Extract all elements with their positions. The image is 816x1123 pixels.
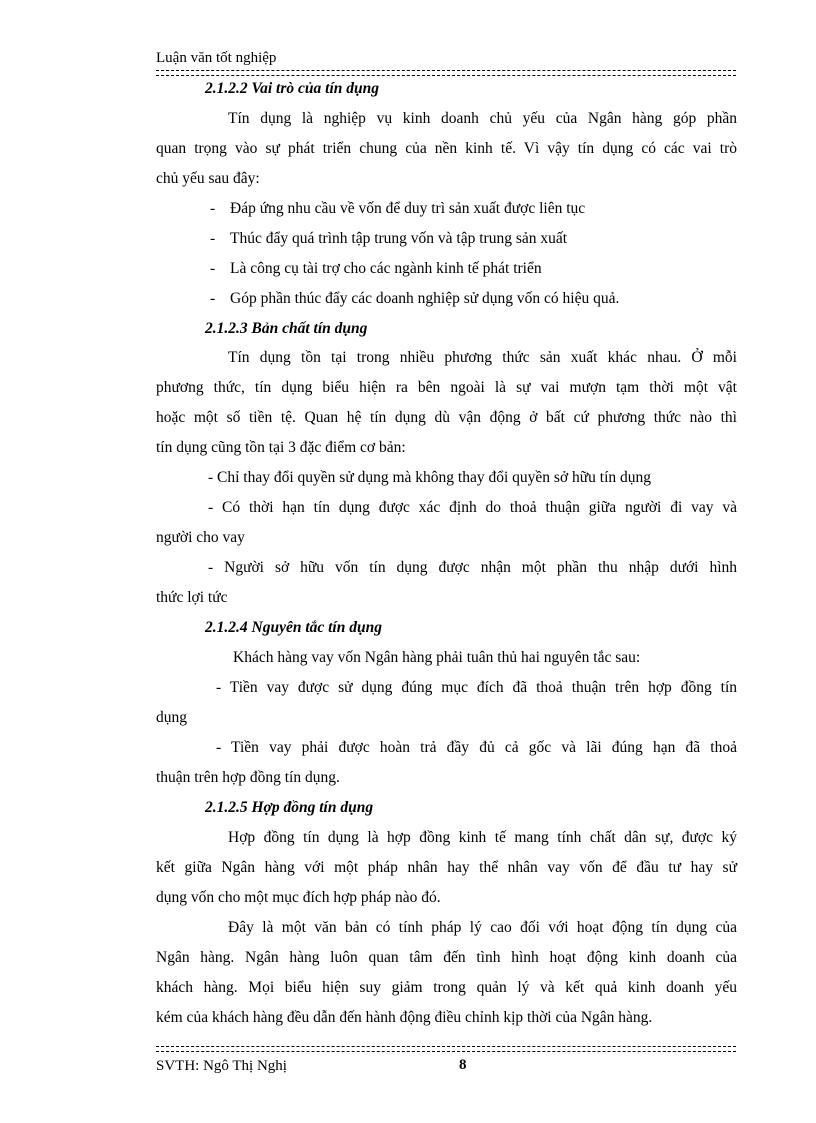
paragraph-line: kém của khách hàng đều dẫn đến hành động điều chỉnh kịp thời của Ngân hàng. xyxy=(156,1009,653,1026)
paragraph-line: Tín dụng tồn tại trong nhiều phương thức sản xuất khác nhau. Ở mỗi xyxy=(228,349,737,366)
paragraph-line: khách hàng. Mọi biểu hiện suy giảm trong quản lý và kết quả kinh doanh yếu xyxy=(156,979,737,996)
paragraph-line: Khách hàng vay vốn Ngân hàng phải tuân thủ hai nguyên tắc sau: xyxy=(233,649,641,666)
paragraph-line: Đây là một văn bản có tính pháp lý cao đối với hoạt động tín dụng của xyxy=(228,919,737,936)
paragraph-line: quan trọng vào sự phát triển chung của nền kinh tế. Vì vậy tín dụng có các vai trò xyxy=(156,140,737,157)
bullet-dash: - xyxy=(210,260,216,277)
paragraph-line: dụng vốn cho một mục đích hợp pháp nào đó. xyxy=(156,889,441,906)
paragraph-line: hoặc một số tiền tệ. Quan hệ tín dụng dù vận động ở bất cứ phương thức nào thì xyxy=(156,409,737,426)
paragraph-line: Ngân hàng. Ngân hàng luôn quan tâm đến tình hình hoạt động kinh doanh của xyxy=(156,949,737,966)
paragraph-line: dụng xyxy=(156,709,187,726)
footer-author: SVTH: Ngô Thị Nghị xyxy=(156,1058,287,1074)
paragraph-line: thức lợi tức xyxy=(156,589,228,606)
bullet-item: - Chỉ thay đổi quyền sử dụng mà không thay đổi quyền sở hữu tín dụng xyxy=(208,469,652,486)
bullet-item: - Tiền vay phải được hoàn trả đầy đủ cả gốc và lãi đúng hạn đã thoả xyxy=(216,739,737,756)
header-divider xyxy=(156,70,736,76)
footer-divider xyxy=(156,1046,736,1052)
bullet-dash: - xyxy=(210,290,216,307)
page-number: 8 xyxy=(459,1057,467,1073)
page-header: Luận văn tốt nghiệp xyxy=(156,50,277,66)
section-heading: 2.1.2.2 Vai trò của tín dụng xyxy=(205,80,379,97)
paragraph-line: Hợp đồng tín dụng là hợp đồng kinh tế mang tính chất dân sự, được ký xyxy=(228,829,737,846)
bullet-item: - Người sở hữu vốn tín dụng được nhận một phần thu nhập dưới hình xyxy=(208,559,737,576)
paragraph-line: kết giữa Ngân hàng với một pháp nhân hay thể nhân vay vốn để đầu tư hay sử xyxy=(156,859,737,876)
bullet-dash: - xyxy=(210,200,216,217)
bullet-item: Đáp ứng nhu cầu về vốn để duy trì sản xuất được liên tục xyxy=(230,200,586,217)
section-heading: 2.1.2.4 Nguyên tắc tín dụng xyxy=(205,619,382,636)
paragraph-line: chủ yếu sau đây: xyxy=(156,170,260,187)
bullet-item: Góp phần thúc đẩy các doanh nghiệp sử dụng vốn có hiệu quả. xyxy=(230,290,620,307)
section-heading: 2.1.2.3 Bản chất tín dụng xyxy=(205,320,368,337)
paragraph-line: Tín dụng là nghiệp vụ kinh doanh chủ yếu của Ngân hàng góp phần xyxy=(228,110,737,127)
bullet-item: Là công cụ tài trợ cho các ngành kinh tế phát triển xyxy=(230,260,542,277)
paragraph-line: người cho vay xyxy=(156,529,245,546)
bullet-item: - Tiền vay được sử dụng đúng mục đích đã thoả thuận trên hợp đồng tín xyxy=(216,679,737,696)
bullet-dash: - xyxy=(210,230,216,247)
section-heading: 2.1.2.5 Hợp đồng tín dụng xyxy=(205,799,374,816)
bullet-item: - Có thời hạn tín dụng được xác định do thoả thuận giữa người đi vay và xyxy=(208,499,737,516)
paragraph-line: tín dụng cũng tồn tại 3 đặc điểm cơ bản: xyxy=(156,439,406,456)
bullet-item: Thúc đẩy quá trình tập trung vốn và tập trung sản xuất xyxy=(230,230,568,247)
paragraph-line: thuận trên hợp đồng tín dụng. xyxy=(156,769,340,786)
paragraph-line: phương thức, tín dụng biểu hiện ra bên ngoài là sự vai mượn tạm thời một vật xyxy=(156,379,737,396)
